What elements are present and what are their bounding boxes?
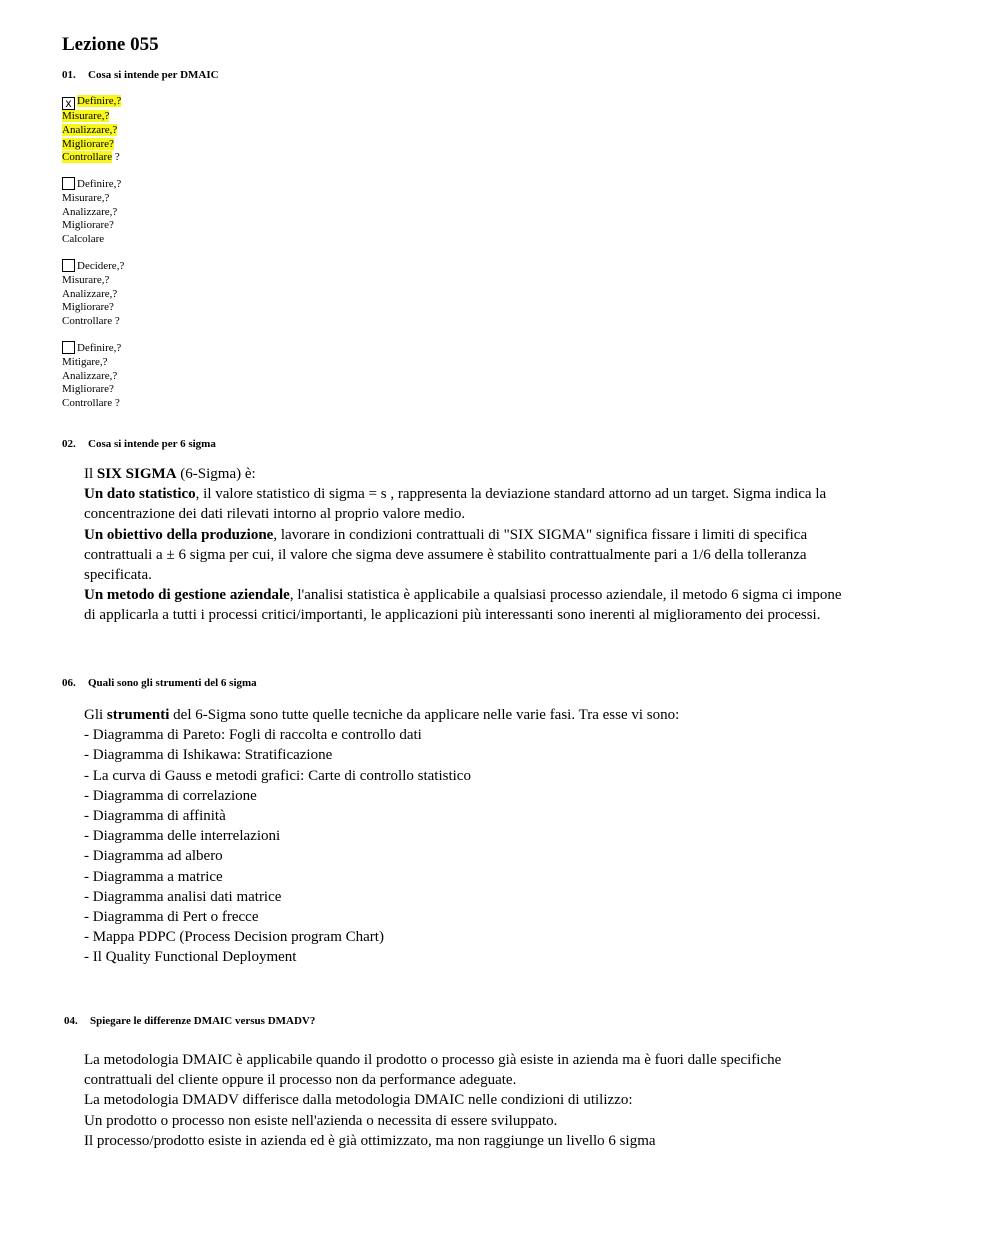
answer-line [84,705,934,725]
answer-line [84,464,934,484]
option-text: Decidere,? [77,260,125,272]
list-item: - Diagramma di Pert o frecce [84,909,259,926]
answer-line: La metodologia DMADV differisce dalla metodologia DMAIC nelle condizioni di utilizzo: [84,1092,633,1109]
option-line [62,341,121,356]
question-number: 06. [62,677,76,689]
answer-line: specificata. [84,567,152,584]
answer-line: contrattuali a ± 6 sigma per cui, il valore che sigma deve assumere è stabilito contrattualmente pari a 1/6 della tolleranza [84,546,807,563]
answer-option-4 [62,341,121,411]
answer-line [84,484,934,504]
answer-02-text [84,464,934,626]
list-item: - Diagramma di Pareto: Fogli di raccolta e controllo dati [84,727,422,744]
list-item: - Diagramma ad albero [84,848,223,865]
question-number: 04. [64,1015,78,1027]
answer-text: , lavorare in condizioni contrattuali di "SIX SIGMA" significa fissare i limiti di specifica [273,526,808,543]
list-item: - Diagramma delle interrelazioni [84,828,281,845]
answer-text: Gli [84,707,107,723]
option-line [62,151,121,165]
answer-line: Il processo/prodotto esiste in azienda ed è già ottimizzato, ma non raggiunge un livello 6 sigma [84,1132,656,1149]
answer-option-2 [62,177,121,247]
option-text-tail: ? [112,151,120,164]
option-line: Analizzare,? [62,369,118,382]
option-line [62,110,121,124]
option-line: Misurare,? [62,191,110,204]
list-item: - Diagramma a matrice [84,868,223,885]
answer-text: , l'analisi statistica è applicabile a qualsiasi processo aziendale, il metodo 6 sigma ci impone [289,587,842,604]
option-line: Mitigare,? [62,355,108,368]
option-text: Migliorare? [62,137,114,150]
question-text: Cosa si intende per DMAIC [88,69,219,81]
question-text: Spiegare le differenze DMAIC versus DMADV? [90,1015,316,1027]
option-line [62,124,121,138]
option-checkbox[interactable] [62,177,75,190]
answer-line: Un prodotto o processo non esiste nell'azienda o necessita di essere sviluppato. [84,1112,558,1129]
answer-bold-text: Un dato statistico [84,486,196,503]
option-checkbox[interactable] [62,259,75,272]
option-text: Controllare [62,151,113,164]
option-line: Migliorare? [62,301,114,314]
option-checkbox[interactable] [62,341,75,354]
option-line: Analizzare,? [62,205,118,218]
option-line: Misurare,? [62,273,110,286]
answer-text: (6-Sigma) è: [176,466,256,482]
answer-line: La metodologia DMAIC è applicabile quando il prodotto o processo già esiste in azienda ma è fuori dalle specifiche [84,1052,782,1068]
question-text: Quali sono gli strumenti del 6 sigma [88,677,257,689]
answer-bold-text: strumenti [106,707,170,723]
answer-line: concentrazione dei dati rilevati intorno al proprio valore medio. [84,506,466,523]
answer-option-1 [62,95,121,165]
answer-bold-text: SIX SIGMA [96,466,177,482]
list-item: - Diagramma di affinità [84,808,226,825]
option-text: Analizzare,? [62,123,118,136]
list-item: - Diagramma di correlazione [84,787,257,804]
option-text: Definire,? [77,178,122,190]
answer-line [84,585,934,605]
option-line [62,259,124,274]
option-line: Migliorare? [62,383,114,396]
question-01-heading [62,68,219,82]
page-title: Lezione 055 [62,34,159,55]
option-line: Controllare ? [62,315,120,328]
question-02-heading [62,437,216,451]
question-number: 02. [62,438,76,450]
option-text: Misurare,? [62,110,110,122]
answer-line: contrattuali del cliente oppure il processo non da performance adeguate. [84,1072,517,1089]
option-line: Calcolare [62,233,105,246]
option-line: Analizzare,? [62,287,118,300]
option-line: Migliorare? [62,219,114,232]
list-item: - Il Quality Functional Deployment [84,949,297,966]
list-item: - Mappa PDPC (Process Decision program Chart) [84,929,384,946]
option-line [62,138,121,152]
option-line: Controllare ? [62,397,120,410]
answer-06-text [84,705,934,968]
question-06-heading [62,676,257,690]
option-checkbox-checked[interactable]: x [62,97,75,110]
list-item: - La curva di Gauss e metodi grafici: Carte di controllo statistico [84,767,471,784]
answer-text: del 6-Sigma sono tutte quelle tecniche da applicare nelle varie fasi. Tra esse vi sono: [169,707,680,723]
question-text: Cosa si intende per 6 sigma [88,438,216,450]
answer-line: di applicarla a tutti i processi critici/importanti, le applicazioni più interessanti sono inerenti al miglioramento dei processi. [84,607,821,624]
question-04-heading [64,1014,315,1028]
answer-04-text [84,1050,934,1151]
list-item: - Diagramma di Ishikawa: Stratificazione [84,747,333,764]
answer-text: , il valore statistico di sigma = s , rappresenta la deviazione standard attorno ad un target. Sigma indica la [195,486,827,503]
question-number: 01. [62,69,76,81]
option-line [62,95,121,110]
answer-line [84,525,934,545]
option-line [62,177,121,192]
answer-bold-text: Un metodo di gestione aziendale [84,587,290,604]
list-item: - Diagramma analisi dati matrice [84,888,282,905]
answer-text: Il [84,466,97,482]
answer-bold-text: Un obiettivo della produzione [84,526,274,543]
option-text: Definire,? [77,95,122,107]
answer-option-3 [62,259,124,329]
option-text: Definire,? [77,342,122,354]
